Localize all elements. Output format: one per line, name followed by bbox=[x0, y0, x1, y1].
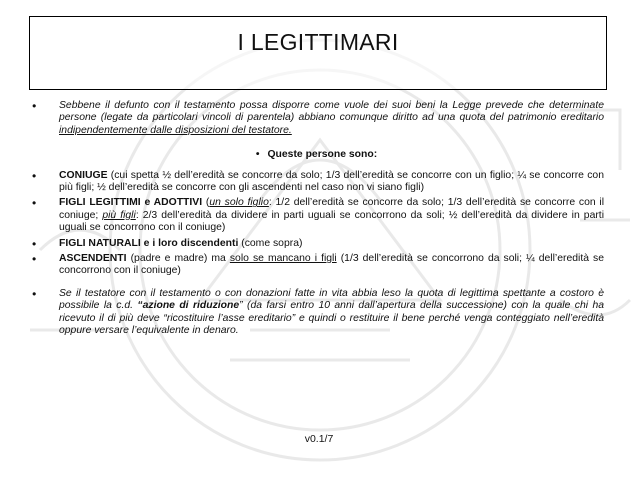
closing-text: Se il testatore con il testamento o con donazioni fatte in vita abbia leso la quota di legittima spettante a costoro è possibile la c.d. bbox=[59, 287, 604, 312]
slide-content bbox=[29, 100, 604, 341]
item-text: (1/3 dell’eredità se concorrono da soli; ¼ dell’eredità se concorrono con il coniuge) bbox=[59, 253, 604, 277]
title-box bbox=[29, 16, 607, 90]
page-title: I LEGITTIMARI bbox=[237, 29, 399, 55]
item-label: FIGLI NATURALI e i loro discendenti bbox=[59, 237, 239, 249]
item-text: ( bbox=[202, 197, 210, 209]
bullet-icon: • bbox=[255, 149, 260, 161]
bullet-icon: • bbox=[32, 236, 37, 251]
list-item-figli-legittimi bbox=[29, 197, 604, 234]
bullet-icon: • bbox=[32, 196, 37, 211]
slide-footer: v0.1/7 bbox=[304, 433, 334, 445]
item-text: : 2/3 dell’eredità da dividere in parti uguali se concorrono da soli; ½ dell’eredità da dividere in parti uguali se concorrono con il coniuge) bbox=[59, 209, 604, 234]
item-underlined-text: più figli bbox=[102, 209, 136, 221]
item-text: (cui spetta ½ dell’eredità se concorre da solo; 1/3 dell’eredità se concorre con un figlio; ¼ se concorre con più figli; ½ dell’eredità se concorre con gli ascendenti nel caso non vi siano figli) bbox=[59, 169, 604, 194]
bullet-icon: • bbox=[32, 168, 37, 183]
item-text: : 1/2 dell’eredità se concorre da solo; 1/3 dell’eredità se concorre con il coniuge; bbox=[59, 197, 605, 221]
item-text: (come sopra) bbox=[238, 237, 303, 249]
item-underlined-text: un solo figlio bbox=[209, 197, 269, 209]
item-text: (padre e madre) ma bbox=[126, 253, 230, 265]
item-label: ASCENDENTI bbox=[59, 253, 127, 265]
item-underlined-text: solo se mancano i figli bbox=[229, 253, 337, 265]
item-label: FIGLI LEGITTIMI e ADOTTIVI bbox=[59, 197, 203, 209]
list-item-coniuge bbox=[29, 170, 604, 195]
subheading bbox=[29, 149, 604, 161]
closing-bold-text: “azione di riduzione bbox=[137, 300, 240, 312]
intro-paragraph bbox=[29, 100, 604, 137]
closing-paragraph bbox=[29, 288, 604, 338]
bullet-icon: • bbox=[32, 286, 37, 301]
intro-underlined-text: indipendentemente dalle disposizioni del testatore. bbox=[59, 124, 292, 136]
bullet-icon: • bbox=[32, 252, 37, 267]
list-item-figli-naturali bbox=[29, 238, 604, 250]
closing-text: ” (da farsi entro 10 anni dall’apertura della successione) con la quale chi ha ricevuto il di più deve “ricostituire l’asse ereditario” e quindi o restituire il bene perché venga conteggiato nell’eredità oppure versare l’equivalente in denaro. bbox=[59, 300, 604, 337]
item-label: CONIUGE bbox=[59, 169, 108, 181]
subheading-text: Queste persone sono: bbox=[267, 149, 378, 161]
intro-text: Sebbene il defunto con il testamento possa disporre come vuole dei suoi beni la Legge prevede che determinate persone (legate da particolari vincoli di parentela) abbiano comunque diritto ad una quota del patrimonio ereditario bbox=[59, 100, 604, 124]
list-item-ascendenti bbox=[29, 253, 604, 278]
bullet-icon: • bbox=[32, 99, 37, 113]
